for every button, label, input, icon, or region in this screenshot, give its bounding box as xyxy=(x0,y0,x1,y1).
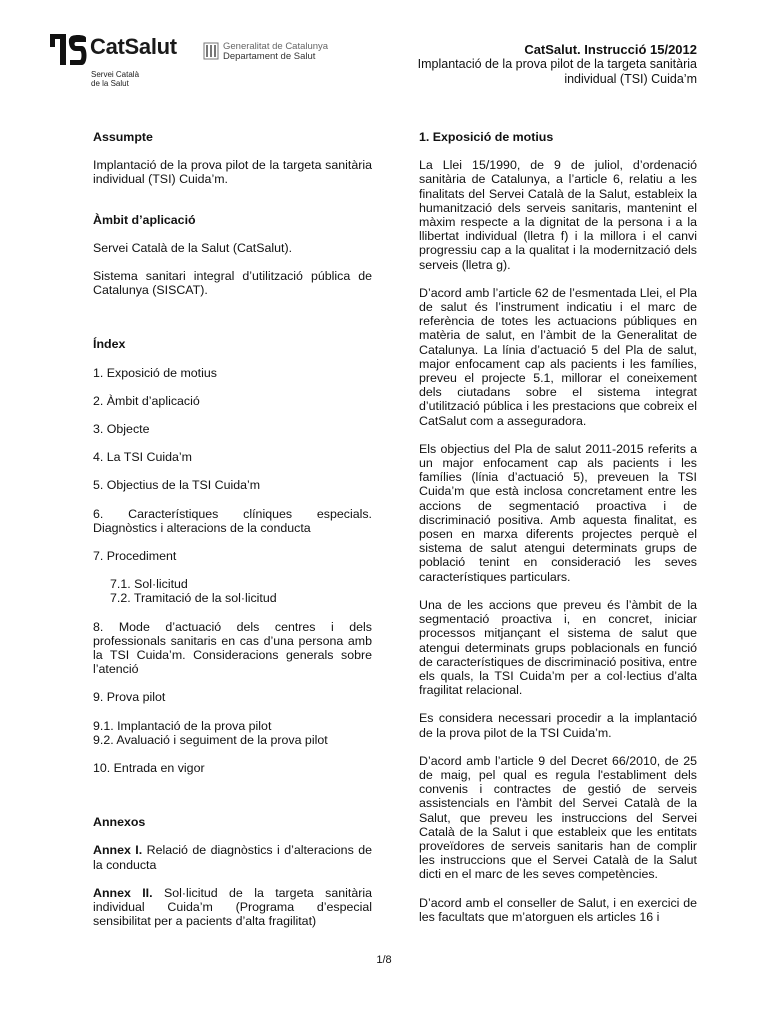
catsalut-subtitle: Servei Català de la Salut xyxy=(91,70,140,88)
catsalut-logo-icon xyxy=(48,32,88,66)
ambit-text-2: Sistema sanitari integral d’utilització pública de Catalunya (SISCAT). xyxy=(93,269,372,298)
paragraph: Els objectius del Pla de salut 2011-2015 referits a un major enfocament cap als pacients i les famílies (línia d’actuació 5), preveuen la TSI Cuida’m que està inclosa concretament entre les accions de segmentació proactiva i de discriminació positiva. Amb aquesta finalitat, es posen en marxa diferents projectes perquè el sistema de salut atengui determinats grups de població tenint en consideració les seves característiques particulars. xyxy=(419,441,697,584)
generalitat-text: Generalitat de Catalunya Departament de Salut xyxy=(223,41,329,62)
ambit-heading: Àmbit d’aplicació xyxy=(93,212,196,227)
annex-1-text: Relació de diagnòstics i d’alteracions de la conducta xyxy=(93,843,372,872)
document-title: CatSalut. Instrucció 15/2012 xyxy=(524,42,697,57)
index-subitem: 9.1. Implantació de la prova pilot xyxy=(93,718,272,733)
catsalut-wordmark: CatSalut xyxy=(90,34,177,59)
index-item: 9. Prova pilot xyxy=(93,690,166,705)
index-subitem: 7.1. Sol·licitud xyxy=(110,577,188,592)
index-item: 6. Característiques clíniques especials. Diagnòstics i alteracions de la conducta xyxy=(93,506,372,535)
assumpte-heading: Assumpte xyxy=(93,130,153,144)
paragraph: D’acord amb l’article 9 del Decret 66/2010, de 25 de maig, pel qual es regula l'establiment dels convenis i contractes de gestió de serveis assistencials en l'àmbit del Servei Català de la Salut, que preveu les instruccions del Servei Català de la Salut i que estableix que les entitats proveïdores de serveis sanitaris han de complir les instruccions que el Servei Català de la Salut dicti en el marc de les seves competències. xyxy=(419,753,697,882)
annex-1-label: Annex I. xyxy=(93,843,143,858)
annex-1 xyxy=(93,843,372,871)
index-item: 7. Procediment xyxy=(93,549,177,564)
right-column xyxy=(419,130,697,924)
index-item: 4. La TSI Cuida’m xyxy=(93,450,192,465)
assumpte-text: Implantació de la prova pilot de la targeta sanitària individual (TSI) Cuida’m. xyxy=(93,158,372,187)
paragraph: D’acord amb el conseller de Salut, i en exercici de les facultats que m’atorguen els articles 16 i xyxy=(419,895,697,924)
index-item: 10. Entrada en vigor xyxy=(93,761,205,776)
index-subitem: 7.2. Tramitació de la sol·licitud xyxy=(110,591,277,606)
exposicio-heading: 1. Exposició de motius xyxy=(419,130,554,144)
paragraph: La Llei 15/1990, de 9 de juliol, d’ordenació sanitària de Catalunya, a l’article 6, relatiu a les finalitats del Servei Català de la Salut, estableix la humanització dels serveis sanitaris, mantenint el màxim respecte a la dignitat de la persona i a la llibertat individual (lletra f) i la millora i el canvi progressiu cap a la qualitat i la modernització dels serveis (lletra g). xyxy=(419,158,697,272)
index-item: 1. Exposició de motius xyxy=(93,365,217,380)
page-number: 1/8 xyxy=(376,954,392,966)
document-subtitle-1: Implantació de la prova pilot de la targeta sanitària xyxy=(417,57,697,71)
index-heading: Índex xyxy=(93,337,126,352)
annex-2-text: Sol·licitud de la targeta sanitària individual Cuida’m (Programa d’especial sensibilitat per a pacients d’alta fragilitat) xyxy=(93,885,373,929)
index-item: 2. Àmbit d’aplicació xyxy=(93,393,200,408)
index-item: 3. Objecte xyxy=(93,422,150,437)
index-item: 5. Objectius de la TSI Cuida’m xyxy=(93,478,261,493)
paragraph: Es considera necessari procedir a la implantació de la prova pilot de la TSI Cuida’m. xyxy=(419,711,697,740)
paragraph: D’acord amb l’article 62 de l’esmentada Llei, el Pla de salut és l’instrument indicatiu i el marc de referència de totes les actuacions públiques en matèria de salut, en l’àmbit de la Generalitat de Catalunya. La línia d’actuació 5 del Pla de salut, major enfocament cap als pacients i les famílies, preveu el projecte 5.1, millorar el coneixement dels ciutadans sobre el sistema integrat d’utilització pública i les prestacions que cobreix el CatSalut com a asseguradora. xyxy=(419,285,697,428)
paragraph: Una de les accions que preveu és l’àmbit de la segmentació proactiva i, en concret, iniciar processos mitjançant el sistema de salut que atengui determinats grups poblacionals en funció de característiques de discriminació positiva, entre els quals, la TSI Cuida’m per a col·lectius d’alta fragilitat relacional. xyxy=(419,597,697,698)
annex-2 xyxy=(93,886,372,929)
annex-2-label: Annex II. xyxy=(93,885,153,900)
annexos-heading: Annexos xyxy=(93,815,146,830)
header-logos xyxy=(48,30,378,90)
left-column xyxy=(93,130,372,929)
document-header xyxy=(337,42,697,87)
index-subitem: 9.2. Avaluació i seguiment de la prova pilot xyxy=(93,732,328,747)
index-item: 8. Mode d’actuació dels centres i dels professionals sanitaris en cas d’una persona amb la TSI Cuida’m. Consideracions generals sobre l’atenció xyxy=(93,619,372,677)
ambit-text-1: Servei Català de la Salut (CatSalut). xyxy=(93,240,293,255)
generalitat-emblem-icon xyxy=(203,42,219,60)
document-subtitle-2: individual (TSI) Cuida’m xyxy=(564,72,697,86)
